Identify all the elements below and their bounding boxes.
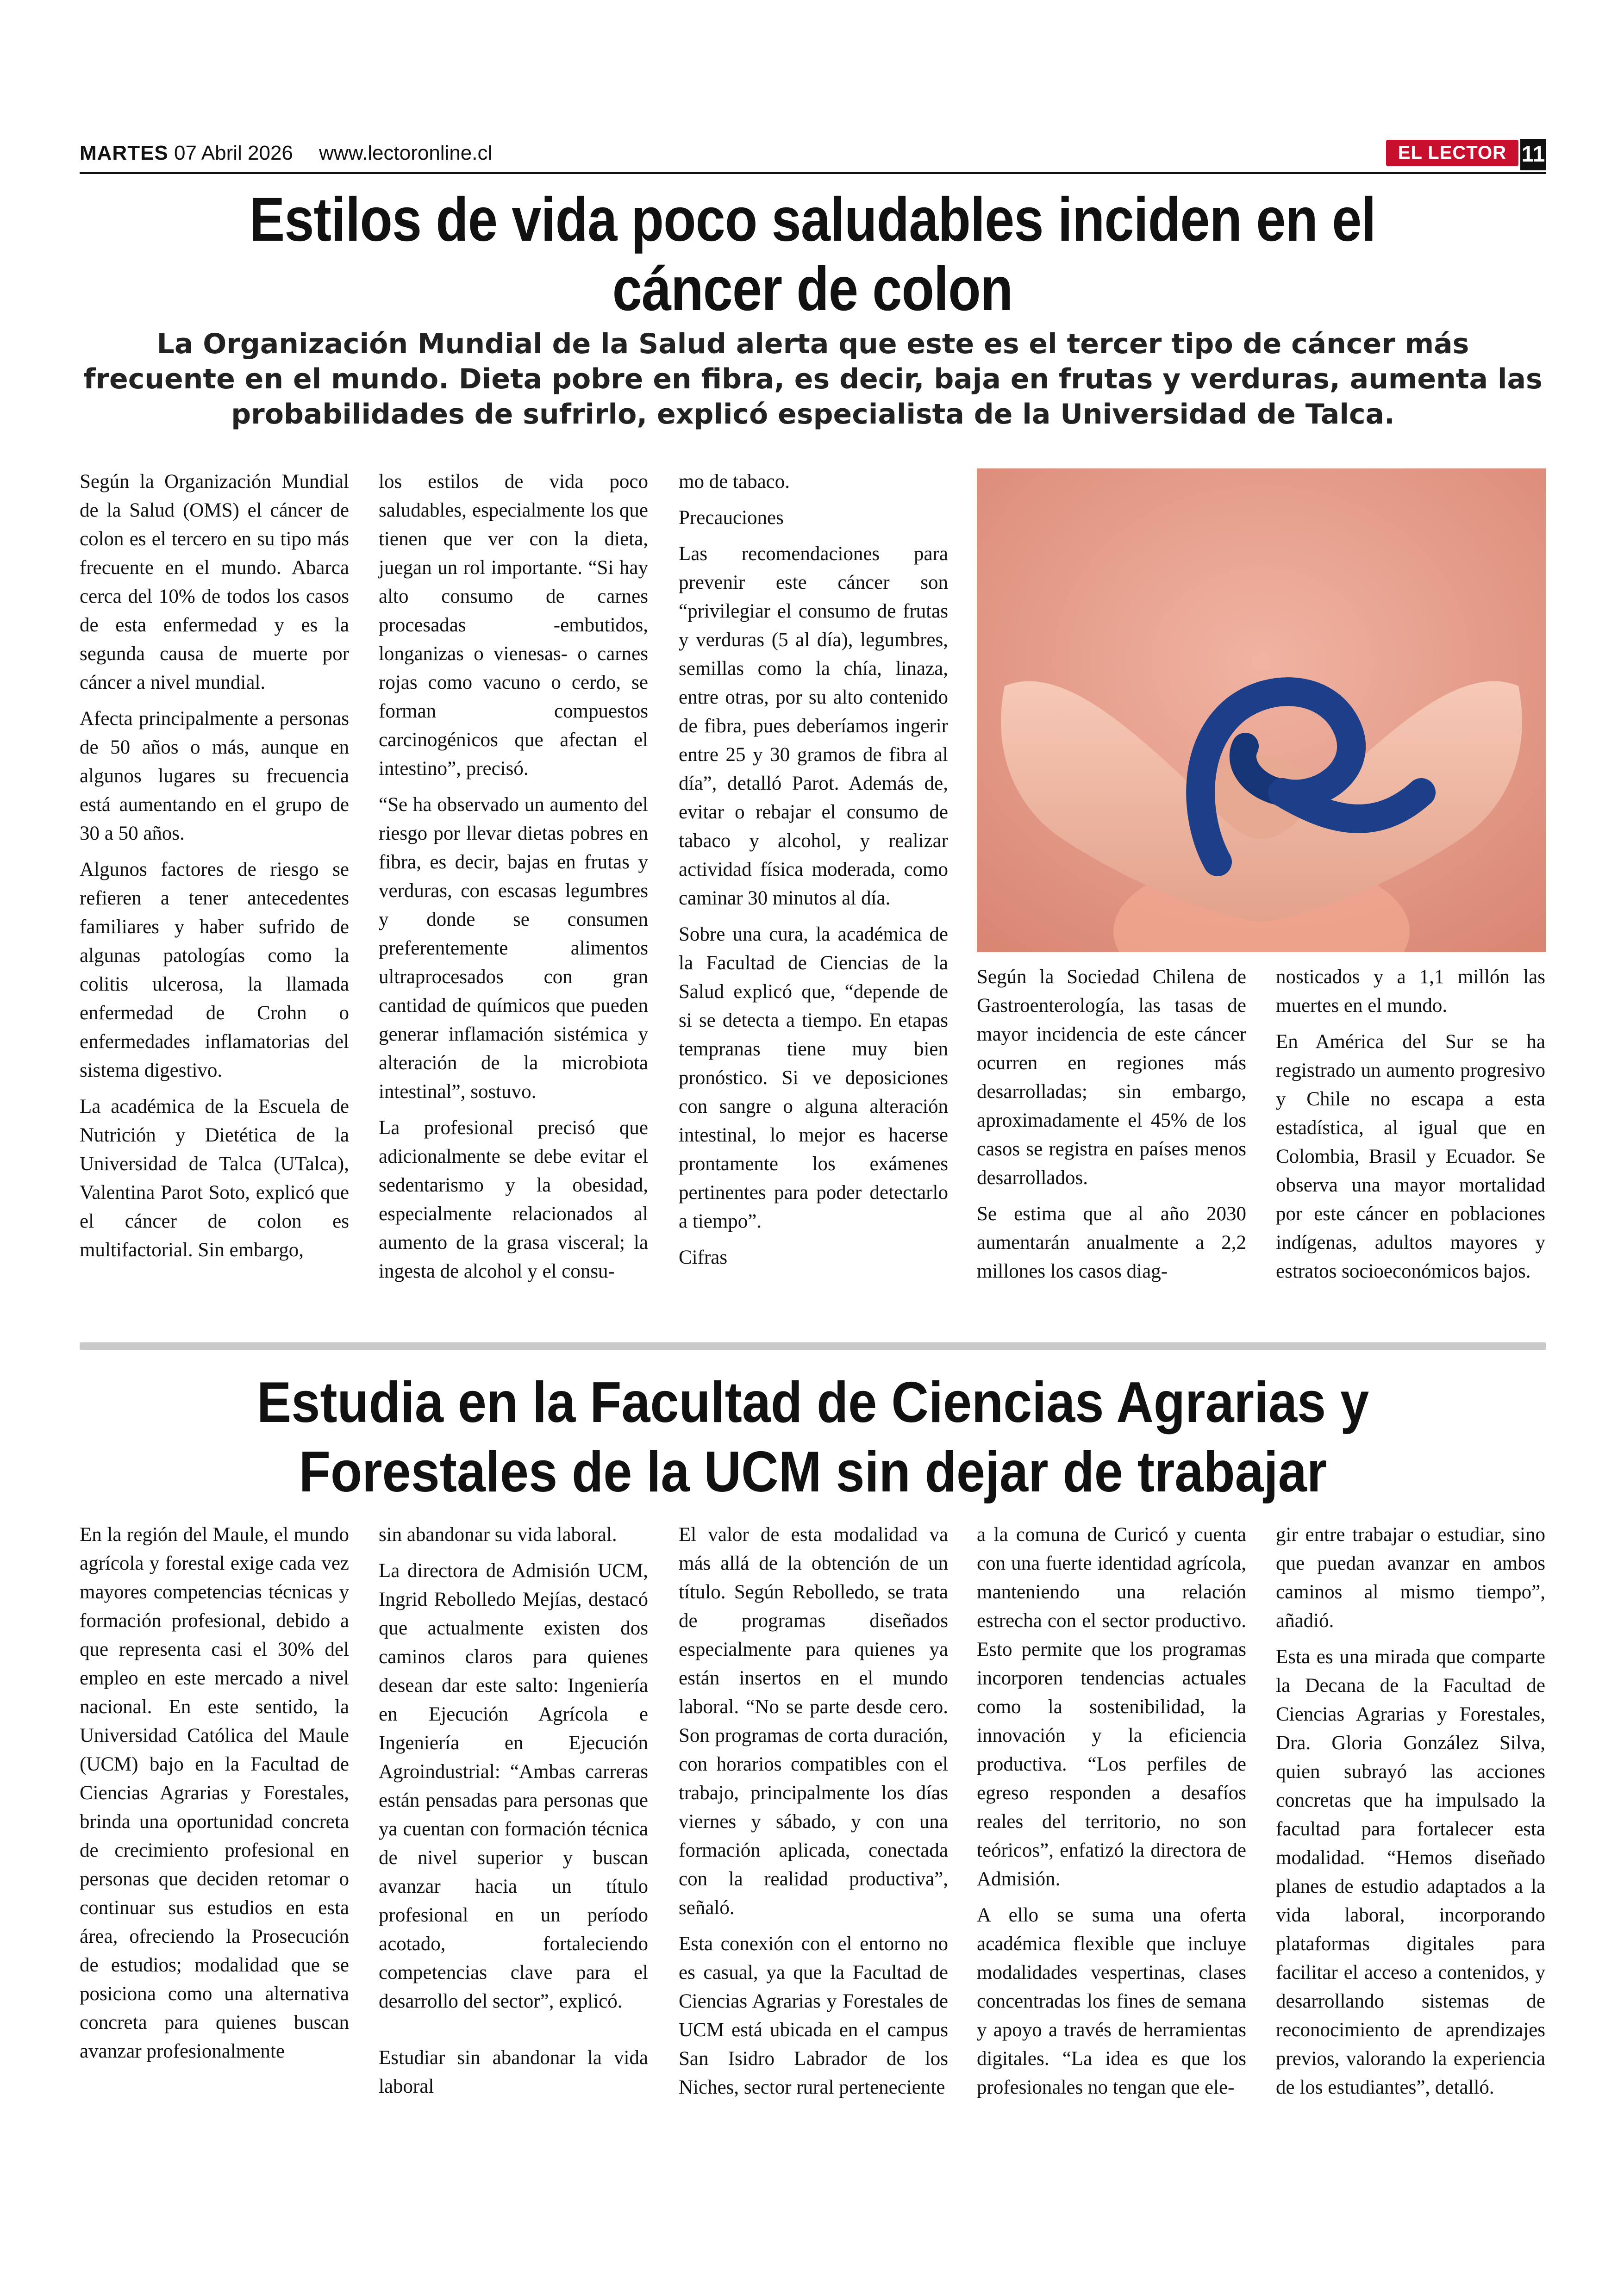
section-divider — [80, 1342, 1546, 1350]
article2-column-4 — [977, 1521, 1246, 2109]
newspaper-logo: EL LECTOR — [1386, 140, 1518, 166]
header-dateline — [80, 142, 492, 165]
article1-column-4 — [977, 963, 1246, 1293]
article2-column-1 — [80, 1521, 349, 2073]
paragraph: Según la Sociedad Chilena de Gastroenterología, las tasas de mayor incidencia de este cáncer ocurren en regiones más desarrolladas; sin embargo, aproximadamente el 45% de los casos se registra en países menos desarrollados. — [977, 966, 1246, 1189]
paragraph: Esta conexión con el entorno no es casual, ya que la Facultad de Ciencias Agrarias y Forestales de UCM está ubicada en el campus San Isidro Labrador de los Niches, sector rural perteneciente — [679, 1933, 948, 2098]
paragraph: Se estima que al año 2030 aumentarán anualmente a 2,2 millones los casos diag- — [977, 1203, 1246, 1282]
article1-title: Estilos de vida poco saludables inciden en el cáncer de colon — [249, 185, 1376, 324]
paragraph: Según la Organización Mundial de la Salud (OMS) el cáncer de colon es el tercero en su tipo más frecuente en el mundo. Abarca cerca del 10% de todos los casos de esta enfermedad y es la segunda causa de muerte por cáncer a nivel mundial. — [80, 471, 349, 693]
paragraph: gir entre trabajar o estudiar, sino que puedan avanzar en ambos caminos al mismo tiempo”, añadió. — [1276, 1524, 1545, 1632]
section-subhead-precauciones: Precauciones — [679, 507, 784, 529]
paragraph: En América del Sur se ha registrado un aumento progresivo y Chile no escapa a esta estadística, al igual que en Colombia, Brasil y Ecuador. Se observa una mayor mortalidad por este cáncer en poblaciones indígenas, adultos mayores y estratos socioeconómicos bajos. — [1276, 1031, 1545, 1282]
article2-column-3 — [679, 1521, 948, 2109]
section-subhead-cifras: Cifras — [679, 1247, 728, 1268]
article1-column-3 — [679, 468, 948, 1279]
paragraph: La profesional precisó que adicionalmente se debe evitar el sedentarismo y la obesidad, especialmente relacionados al aumento de la grasa visceral; la ingesta de alcohol y el consu- — [379, 1117, 648, 1282]
paragraph: El valor de esta modalidad va más allá de la obtención de un título. Según Rebolledo, se trata de programas diseñados especialmente para quienes ya están insertos en el mundo laboral. “No se parte desde cero. Son programas de corta duración, con horarios compatibles con el trabajo, principalmente los días viernes y sábado, y con una formación aplicada, conectada con la realidad productiva”, señaló. — [679, 1524, 948, 1919]
article1-column-1 — [80, 468, 349, 1272]
header-rule — [80, 172, 1546, 174]
paragraph: sin abandonar su vida laboral. — [379, 1524, 617, 1546]
paragraph: los estilos de vida poco saludables, especialmente los que tienen que ver con la dieta, juegan un rol importante. “Si hay alto consumo de carnes procesadas -embutidos, longanizas o vienesas- o carnes rojas como vacuno o cerdo, se forman compuestos carcinogénicos que afectan el intestino”, precisó. — [379, 471, 648, 780]
paragraph: La académica de la Escuela de Nutrición y Dietética de la Universidad de Talca (UTalca), Valentina Parot Soto, explicó que el cáncer de colon es multifactorial. Sin embargo, — [80, 1096, 349, 1261]
paragraph: nosticados y a 1,1 millón las muertes en el mundo. — [1276, 966, 1545, 1017]
paragraph: Algunos factores de riesgo se refieren a tener antecedentes familiares y haber sufrido de algunas patologías como la colitis ulcerosa, la llamada enfermedad de Crohn o enfermedades inflamatorias del sistema digestivo. — [80, 859, 349, 1081]
paragraph: En la región del Maule, el mundo agrícola y forestal exige cada vez mayores competencias técnicas y formación profesional, debido a que representa casi el 30% del empleo en este mercado a nivel nacional. En este sentido, la Universidad Católica del Maule (UCM) bajo en la Facultad de Ciencias Agrarias y Forestales, brinda una oportunidad concreta de crecimiento profesional en personas que deciden retomar o continuar sus estudios en esta área, ofreciendo la Prosecución de estudios; modalidad que se posiciona como una alternativa concreta para quienes buscan avanzar profesionalmente — [80, 1524, 349, 2062]
paragraph: La directora de Admisión UCM, Ingrid Rebolledo Mejías, destacó que actualmente existen dos caminos claros para quienes desean dar este salto: Ingeniería en Ejecución Agrícola e Ingeniería en Ejecución Agroindustrial: “Ambas carreras están pensadas para personas que ya cuentan con formación técnica de nivel superior y buscan avanzar hacia un título profesional en un período acotado, fortaleciendo competencias clave para el desarrollo del sector”, explicó. — [379, 1560, 648, 2012]
header-url[interactable]: www.lectoronline.cl — [319, 142, 493, 164]
photo-illustration — [977, 468, 1546, 952]
article2-column-2 — [379, 1521, 648, 2108]
paragraph: Las recomendaciones para prevenir este cáncer son “privilegiar el consumo de frutas y verduras (5 al día), legumbres, semillas como la chía, linaza, entre otras, por su alto contenido de fibra, pues deberíamos ingerir entre 25 y 30 gramos de fibra al día”, detalló Parot. Además de, evitar o rebajar el consumo de tabaco y alcohol, y realizar actividad física moderada, como caminar 30 minutos al día. — [679, 543, 948, 909]
paragraph: Esta es una mirada que comparte la Decana de la Facultad de Ciencias Agrarias y Forestales, Dra. Gloria González Silva, quien subrayó las acciones concretas que ha impulsado la facultad para fortalecer esta modalidad. “Hemos diseñado planes de estudio adaptados a la vida laboral, incorporando plataformas digitales para facilitar el acceso a contenidos, y desarrollando sistemas de reconocimiento de aprendizajes previos, valorando la experiencia de los estudiantes”, detalló. — [1276, 1646, 1545, 2098]
header-day: MARTES — [80, 142, 169, 164]
section-subhead-vida-laboral: Estudiar sin abandonar la vida laboral — [379, 2047, 648, 2097]
paragraph: mo de tabaco. — [679, 471, 790, 493]
article2-title: Estudia en la Facultad de Ciencias Agrarias y Forestales de la UCM sin dejar de trabajar — [256, 1371, 1369, 1504]
page-number: 11 — [1520, 139, 1546, 170]
article1-column-2 — [379, 468, 648, 1293]
paragraph: Sobre una cura, la académica de la Facultad de Ciencias de la Salud explicó que, “depende de si se detecta a tiempo. En etapas tempranas tiene muy bien pronóstico. Si ve deposiciones con sangre o alguna alteración intestinal, lo mejor es hacerse prontamente los exámenes pertinentes para poder detectarlo a tiempo”. — [679, 923, 948, 1232]
article2-column-5 — [1276, 1521, 1545, 2109]
article1-column-5 — [1276, 963, 1545, 1293]
paragraph: “Se ha observado un aumento del riesgo por llevar dietas pobres en fibra, es decir, bajas en frutas y verduras, con escasas legumbres y donde se consumen preferentemente alimentos ultraprocesados con gran cantidad de químicos que pueden generar inflamación sistémica y alteración de la microbiota intestinal”, sostuvo. — [379, 794, 648, 1103]
page-header — [80, 139, 1546, 176]
header-date: 07 Abril 2026 — [174, 142, 293, 164]
paragraph: A ello se suma una oferta académica flexible que incluye modalidades vespertinas, clases concentradas los fines de semana y apoyo a través de herramientas digitales. “La idea es que los profesionales no tengan que ele- — [977, 1904, 1246, 2098]
paragraph: Afecta principalmente a personas de 50 años o más, aunque en algunos lugares su frecuencia está aumentando en el grupo de 30 a 50 años. — [80, 708, 349, 844]
blue-ribbon-hands-photo — [977, 468, 1546, 952]
paragraph: a la comuna de Curicó y cuenta con una fuerte identidad agrícola, manteniendo una relación estrecha con el sector productivo. Esto permite que los programas incorporen tendencias actuales como la sostenibilidad, la innovación y la eficiencia productiva. “Los perfiles de egreso responden a desafíos reales del territorio, no son teóricos”, enfatizó la directora de Admisión. — [977, 1524, 1246, 1890]
article1-subtitle: La Organización Mundial de la Salud alerta que este es el tercer tipo de cáncer más frecuente en el mundo. Dieta pobre en fibra, es decir, baja en frutas y verduras, aumenta las probabilidades de sufrirlo, explicó especialista de la Universidad de Talca. — [83, 328, 1543, 430]
